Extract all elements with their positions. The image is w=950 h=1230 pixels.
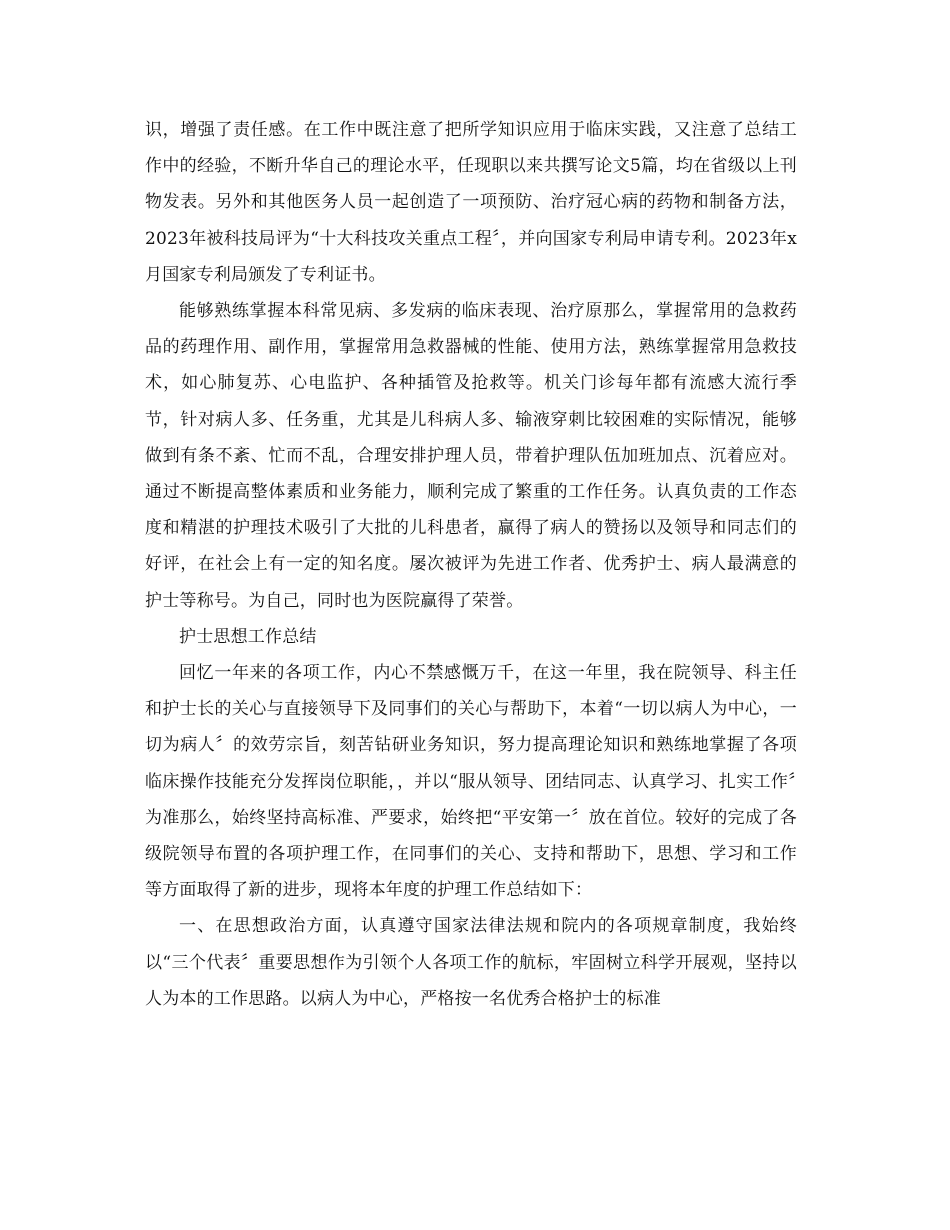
document-body — [145, 112, 797, 1017]
paragraph-annual-review: 回忆一年来的各项工作，内心不禁感慨万千，在这一年里，我在院领导、科主任和护士长的关心与直接领导下及同事们的关心与帮助下，本着“一切以病人为中心，一切为病人〞的效劳宗旨，刻苦钻研业务知识，努力提高理论知识和熟练地掌握了各项临床操作技能充分发挥岗位职能，，并以“服从领导、团结同志、认真学习、扎实工作〞为准那么，始终坚持高标准、严要求，始终把“平安第一〞放在首位。较好的完成了各级院领导布置的各项护理工作，在同事们的关心、支持和帮助下，思想、学习和工作等方面取得了新的进步，现将本年度的护理工作总结如下： — [145, 663, 797, 901]
section-heading: 护士思想工作总结 — [179, 626, 317, 647]
paragraph-research-and-patent: 识，增强了责任感。在工作中既注意了把所学知识应用于临床实践，又注意了总结工作中的经验，不断升华自己的理论水平，任现职以来共撰写论文5篇，均在省级以上刊物发表。另外和其他医务人员一起创造了一项预防、治疗冠心病的药物和制备方法，2023年被科技局评为“十大科技攻关重点工程〞，并向国家专利局申请专利。2023年x月国家专利局颁发了专利证书。 — [145, 120, 797, 285]
paragraph-clinical-skills: 能够熟练掌握本科常见病、多发病的临床表现、治疗原那么，掌握常用的急救药品的药理作用、副作用，掌握常用急救器械的性能、使用方法，熟练掌握常用急救技术，如心肺复苏、心电监护、各种插管及抢救等。机关门诊每年都有流感大流行季节，针对病人多、任务重，尤其是儿科病人多、输液穿刺比较困难的实际情况，能够做到有条不紊、忙而不乱，合理安排护理人员，带着护理队伍加班加点、沉着应对。通过不断提高整体素质和业务能力，顺利完成了繁重的工作任务。认真负责的工作态度和精湛的护理技术吸引了大批的儿科患者，赢得了病人的赞扬以及领导和同志们的好评，在社会上有一定的知名度。屡次被评为先进工作者、优秀护士、病人最满意的护士等称号。为自己，同时也为医院赢得了荣誉。 — [145, 301, 797, 611]
paragraph-political-thought: 一、在思想政治方面，认真遵守国家法律法规和院内的各项规章制度，我始终以“三个代表〞重要思想作为引领个人各项工作的航标，牢固树立科学开展观，坚持以人为本的工作思路。以病人为中心，严格按一名优秀合格护士的标准 — [145, 916, 797, 1009]
